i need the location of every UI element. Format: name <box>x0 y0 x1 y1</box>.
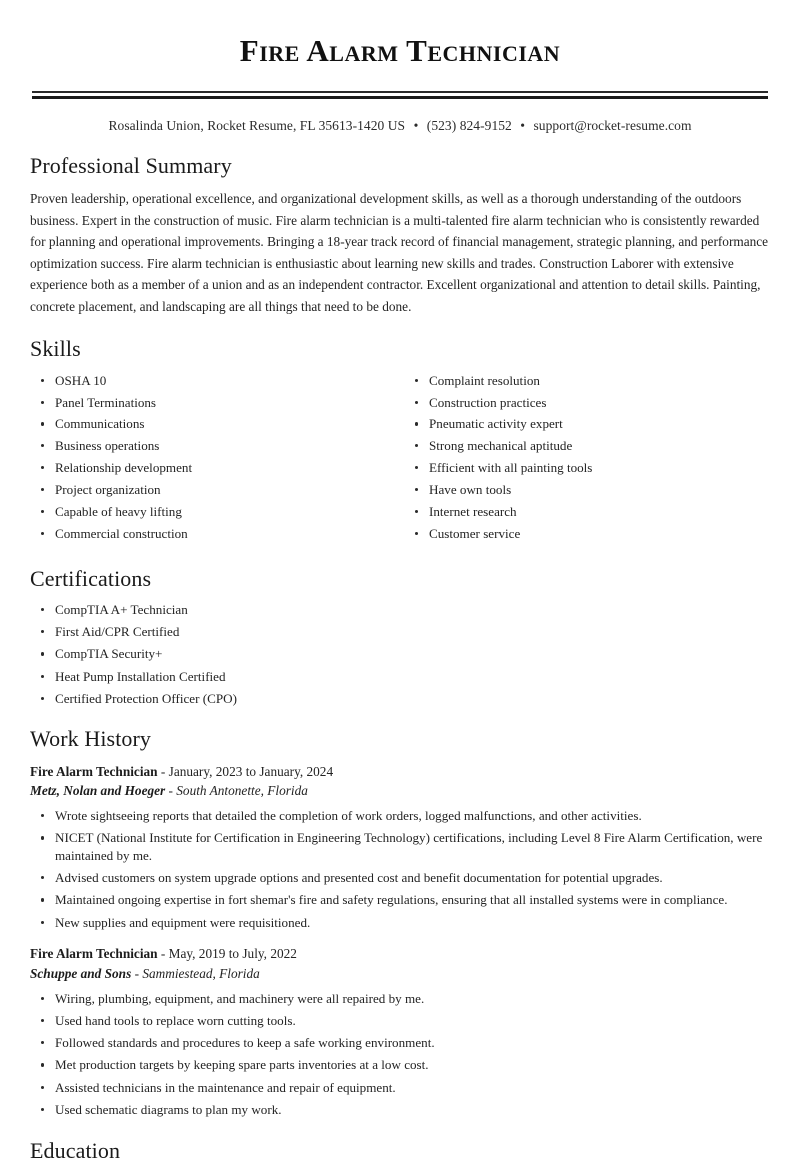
list-item: Certified Protection Officer (CPO) <box>30 690 770 708</box>
certifications-list <box>30 601 770 707</box>
list-item: Complaint resolution <box>404 372 770 390</box>
job-title-dash: - <box>157 946 169 962</box>
list-item: NICET (National Institute for Certification in Engineering Technology) certifications, including Level 8 Fire Alarm Certification, were maintained by me. <box>30 829 770 864</box>
section-heading-certifications: Certifications <box>30 565 152 591</box>
list-item: New supplies and equipment were requisitioned. <box>30 914 770 932</box>
list-item: Strong mechanical aptitude <box>404 437 770 455</box>
job-title: Fire Alarm Technician <box>30 946 158 962</box>
skills-columns <box>30 372 770 547</box>
list-item: Advised customers on system upgrade options and presented cost and benefit documentation for potential upgrades. <box>30 869 770 887</box>
job-company-dash: - <box>165 783 177 798</box>
list-item: Commercial construction <box>30 525 404 543</box>
job-bullet-list <box>30 807 770 931</box>
section-work-history <box>30 726 770 1118</box>
contact-line <box>30 118 770 134</box>
job-company-line <box>30 964 770 983</box>
skills-list-left <box>30 372 404 543</box>
list-item: Heat Pump Installation Certified <box>30 668 770 686</box>
contact-phone: (523) 824-9152 <box>426 117 512 133</box>
list-item: OSHA 10 <box>30 372 404 390</box>
contact-address: Rosalinda Union, Rocket Resume, FL 35613-1420 US <box>108 117 406 133</box>
list-item: Project organization <box>30 481 404 499</box>
list-item: First Aid/CPR Certified <box>30 623 770 641</box>
job-company: Schuppe and Sons <box>30 965 132 981</box>
list-item: Assisted technicians in the maintenance and repair of equipment. <box>30 1079 770 1097</box>
list-item: Panel Terminations <box>30 394 404 412</box>
section-skills <box>30 336 770 546</box>
list-item: Relationship development <box>30 459 404 477</box>
job-title-line <box>30 762 770 781</box>
contact-separator-2: • <box>520 117 526 133</box>
resume-page <box>0 32 800 1164</box>
list-item: CompTIA Security+ <box>30 645 770 663</box>
job-title-line <box>30 944 770 963</box>
section-certifications <box>30 566 770 708</box>
list-item: Pneumatic activity expert <box>404 415 770 433</box>
list-item: Used schematic diagrams to plan my work. <box>30 1101 770 1119</box>
job-company: Metz, Nolan and Hoeger <box>30 783 166 798</box>
list-item: Communications <box>30 415 404 433</box>
section-heading-work-history: Work History <box>30 726 152 752</box>
job-location: Sammiestead, Florida <box>142 965 260 981</box>
list-item: Internet research <box>404 503 770 521</box>
contact-separator-1: • <box>413 117 419 133</box>
job-title: Fire Alarm Technician <box>30 763 158 779</box>
work-history-entry <box>30 944 770 1118</box>
section-heading-skills: Skills <box>30 336 81 362</box>
work-history-entry <box>30 762 770 932</box>
list-item: Efficient with all painting tools <box>404 459 770 477</box>
list-item: Capable of heavy lifting <box>30 503 404 521</box>
contact-email: support@rocket-resume.com <box>533 117 692 133</box>
skills-list-right <box>404 372 770 543</box>
section-heading-education: Education <box>30 1138 121 1164</box>
job-title-dash: - <box>157 763 169 779</box>
skills-column-right <box>404 372 770 547</box>
page-title: Fire Alarm Technician <box>239 33 561 68</box>
list-item: Wrote sightseeing reports that detailed the completion of work orders, logged malfunctions, and other activities. <box>30 807 770 825</box>
list-item: CompTIA A+ Technician <box>30 601 770 619</box>
skills-column-left <box>30 372 404 547</box>
list-item: Maintained ongoing expertise in fort shemar's fire and safety regulations, ensuring that all installed systems were in compliance. <box>30 891 770 909</box>
job-company-line <box>30 781 770 800</box>
header-divider <box>30 91 770 99</box>
summary-paragraph: Proven leadership, operational excellence, and organizational development skills, as well as a thorough understanding of the outdoors business. Expert in the construction of music. Fire alarm technician is a multi-talented fire alarm technician who is consistently rewarded for planning and operational improvements. Bringing a 18-year track record of financial management, strategic planning, and performance optimization success. Fire alarm technician is enthusiastic about learning new skills and trades. Construction Laborer with extensive experience both as a member of a union and as an independent contractor. Excellent organizational and attention to detail skills. Painting, concrete placement, and landscaping are all things that need to be done. <box>30 191 769 314</box>
job-company-dash: - <box>131 965 143 981</box>
resume-header <box>30 32 770 134</box>
job-dates: January, 2023 to January, 2024 <box>168 763 334 779</box>
work-history-jobs <box>30 762 770 1119</box>
job-bullet-list <box>30 990 770 1119</box>
job-location: South Antonette, Florida <box>176 783 308 798</box>
list-item: Construction practices <box>404 394 770 412</box>
divider-rule-bottom <box>32 96 768 99</box>
list-item: Used hand tools to replace worn cutting tools. <box>30 1012 770 1030</box>
list-item: Followed standards and procedures to keep a safe working environment. <box>30 1034 770 1052</box>
list-item: Business operations <box>30 437 404 455</box>
job-dates: May, 2019 to July, 2022 <box>168 946 297 962</box>
list-item: Met production targets by keeping spare parts inventories at a low cost. <box>30 1056 770 1074</box>
list-item: Wiring, plumbing, equipment, and machinery were all repaired by me. <box>30 990 770 1008</box>
list-item: Have own tools <box>404 481 770 499</box>
section-heading-summary: Professional Summary <box>30 152 232 178</box>
list-item: Customer service <box>404 525 770 543</box>
section-professional-summary <box>30 153 770 318</box>
section-education <box>30 1138 770 1164</box>
